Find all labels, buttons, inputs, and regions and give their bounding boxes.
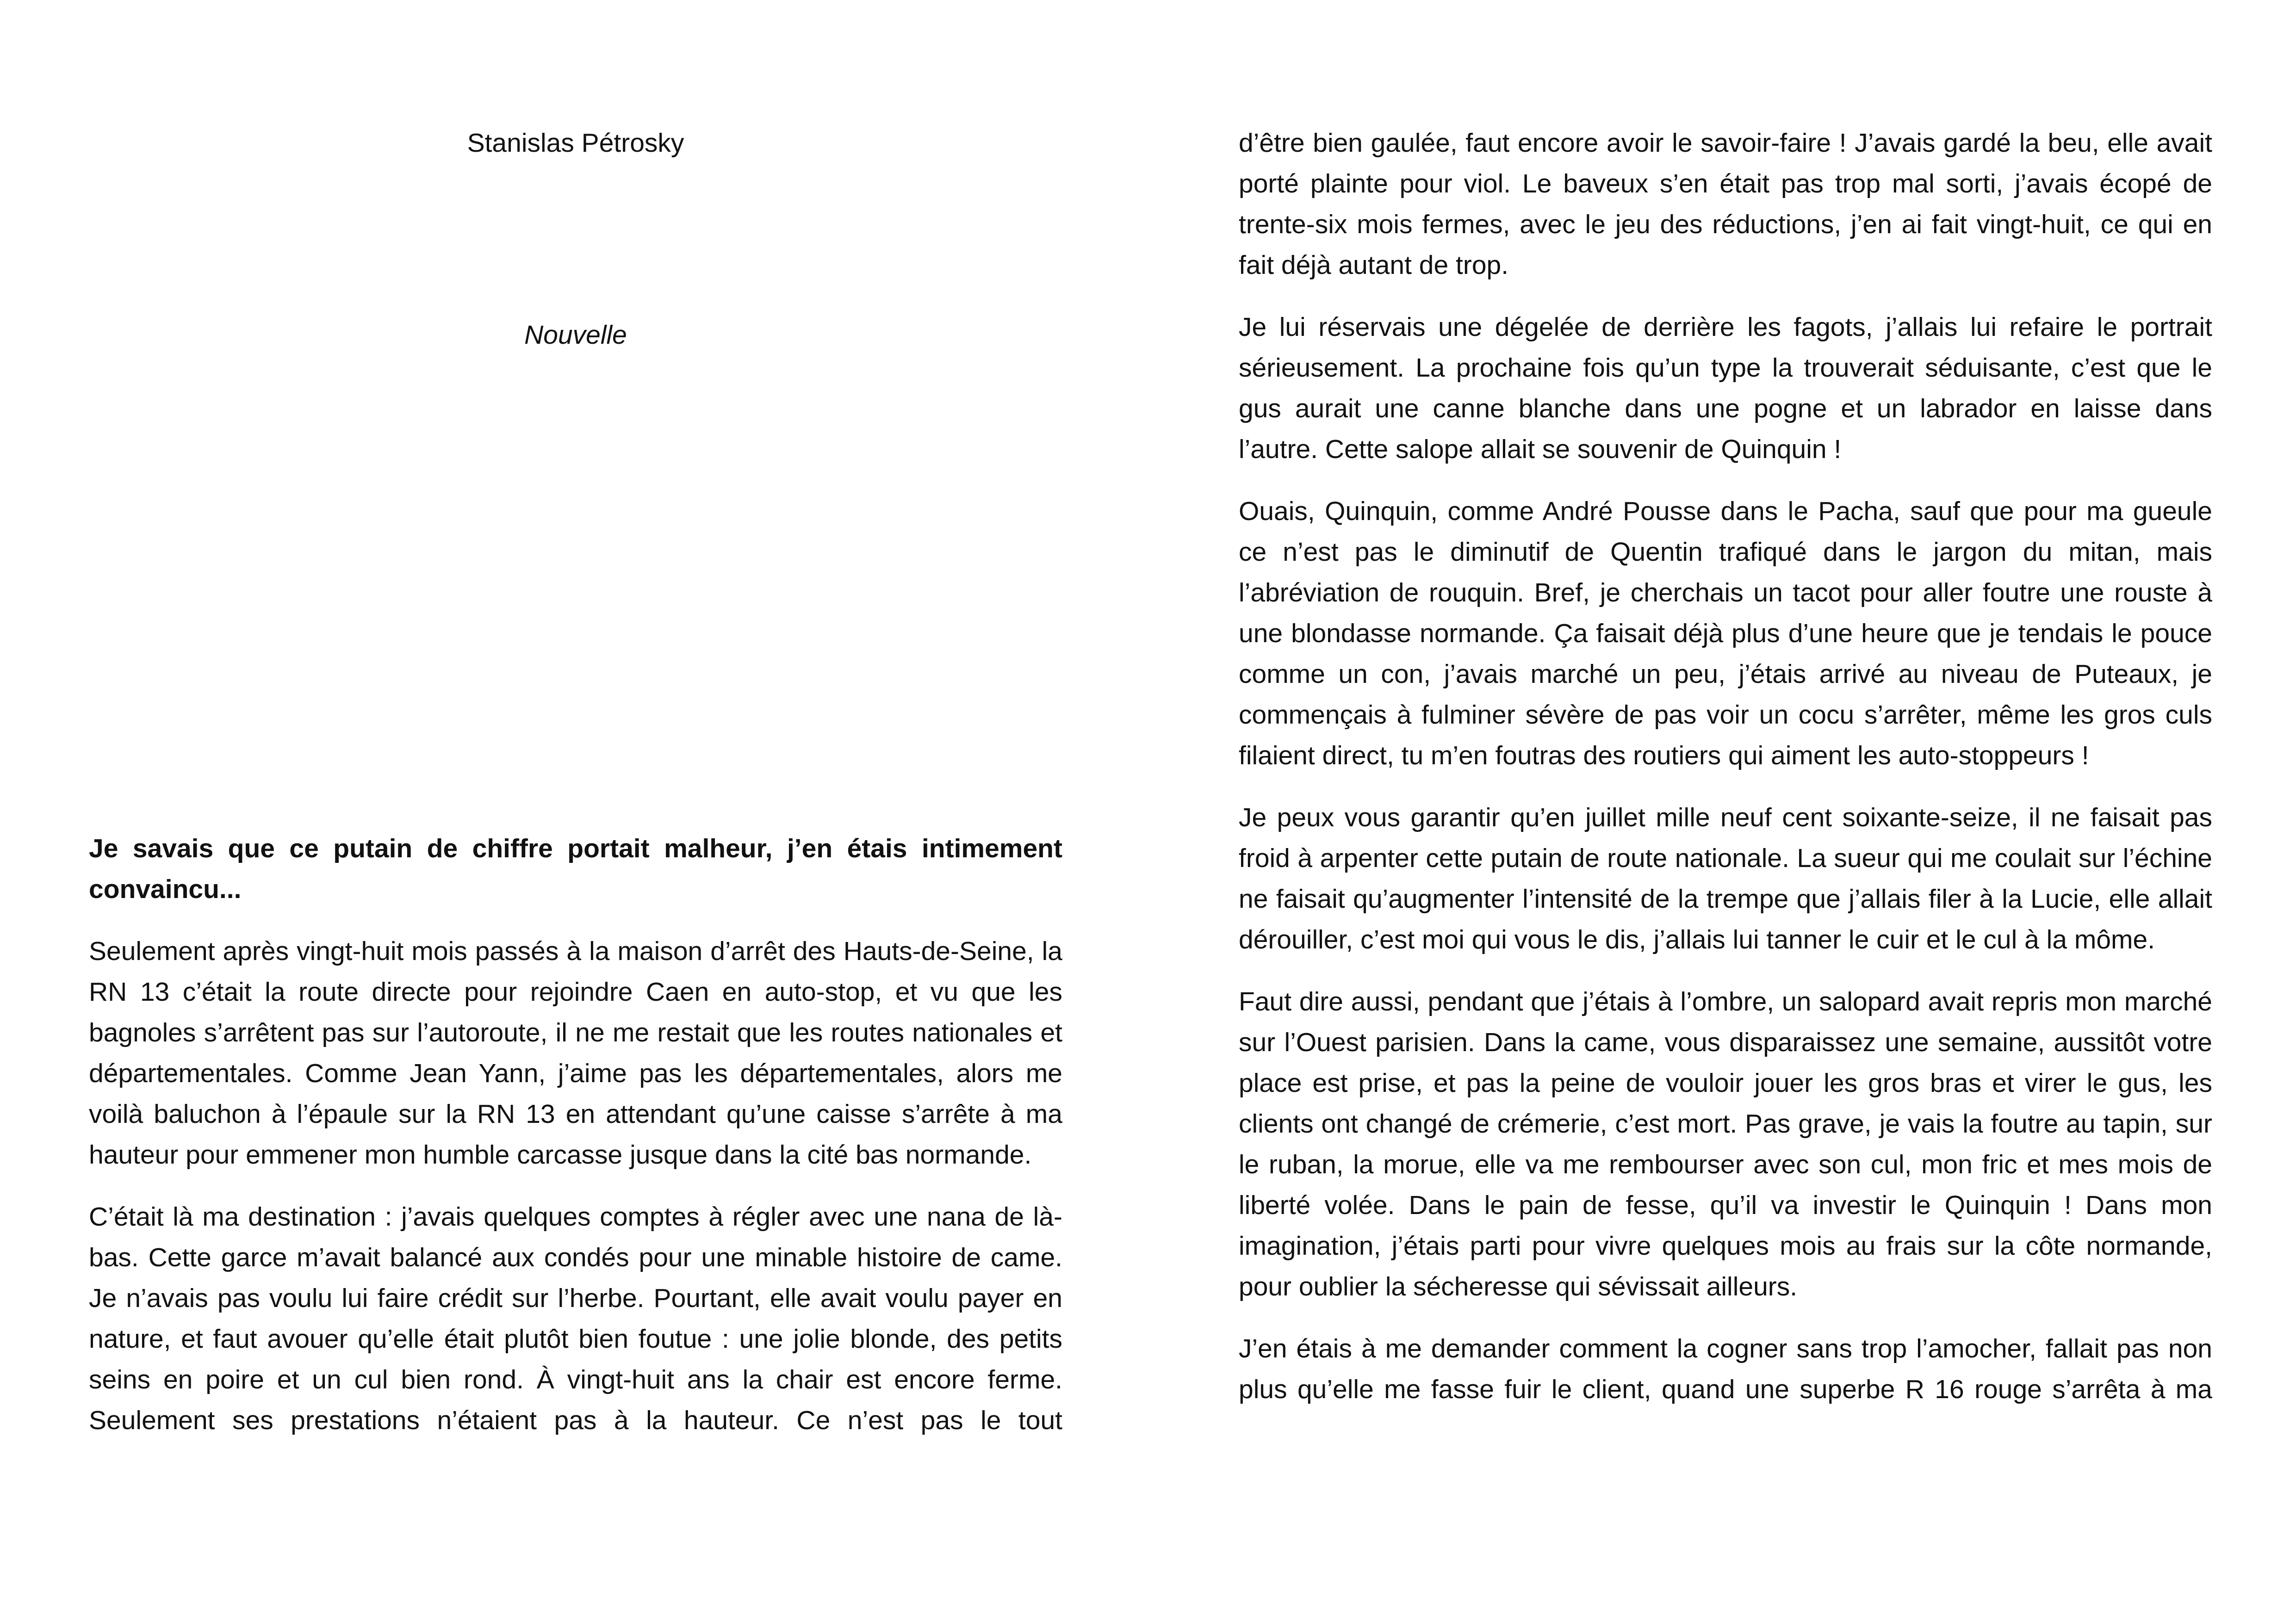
right-text-column: [1239, 123, 2212, 1431]
author-name: Stanislas Pétrosky: [467, 128, 684, 158]
paragraph: Je peux vous garantir qu’en juillet mille neuf cent soixante-seize, il ne faisait pas froid à arpenter cette putain de route nationale. La sueur qui me coulait sur l’échine ne faisait qu’augmenter l’intensité de la trempe que j’allais filer à la Lucie, elle allait dérouiller, c’est moi qui vous le dis, j’allais lui tanner le cuir et le cul à la môme.: [1239, 803, 2212, 954]
right-page: [1148, 0, 2296, 1623]
left-text-column: [89, 828, 1062, 1462]
paragraph: Je lui réservais une dégelée de derrière les fagots, j’allais lui refaire le portrait sérieusement. La prochaine fois qu’un type la trouverait séduisante, c’est que le gus aurait une canne blanche dans une pogne et un labrador en laisse dans l’autre. Cette salope allait se souvenir de Quinquin !: [1239, 312, 2212, 464]
paragraph: Faut dire aussi, pendant que j’étais à l’ombre, un salopard avait repris mon marché sur l’Ouest parisien. Dans la came, vous disparaissez une semaine, aussitôt votre place est prise, et pas la peine de vouloir jouer les gros bras et virer le gus, les clients ont changé de crémerie, c’est mort. Pas grave, je vais la foutre au tapin, sur le ruban, la morue, elle va me rembourser avec son cul, mon fric et mes mois de liberté volée. Dans le pain de fesse, qu’il va investir le Quinquin ! Dans mon imagination, j’étais parti pour vivre quelques mois au frais sur la côte normande, pour oublier la sécheresse qui sévissait ailleurs.: [1239, 987, 2212, 1301]
paragraph: C’était là ma destination : j’avais quelques comptes à régler avec une nana de là-bas. Cette garce m’avait balancé aux condés pour une minable histoire de came. Je n’avais pas voulu lui faire crédit sur l’herbe. Pourtant, elle avait voulu payer en nature, et faut avouer qu’elle était plutôt bien foutue : une jolie blonde, des petits seins en poire et un cul bien rond. À vingt-huit ans la chair est encore ferme. Seulement ses prestations n’étaient pas à la hauteur. Ce n’est pas le tout: [89, 1202, 1062, 1435]
genre-label: Nouvelle: [524, 320, 627, 350]
paragraph: d’être bien gaulée, faut encore avoir le savoir-faire ! J’avais gardé la beu, elle avait porté plainte pour viol. Le baveux s’en était pas trop mal sorti, j’avais écopé de trente-six mois fermes, avec le jeu des réductions, j’en ai fait vingt-huit, ce qui en fait déjà autant de trop.: [1239, 128, 2212, 280]
opening-line: Je savais que ce putain de chiffre portait malheur, j’en étais intimement convaincu...: [89, 834, 1062, 904]
paragraph: J’en étais à me demander comment la cogner sans trop l’amocher, fallait pas non plus qu’elle me fasse fuir le client, quand une superbe R 16 rouge s’arrêta à ma: [1239, 1334, 2212, 1404]
paragraph: Seulement après vingt-huit mois passés à la maison d’arrêt des Hauts-de-Seine, la RN 13 c’était la route directe pour rejoindre Caen en auto-stop, et vu que les bagnoles s’arrêtent pas sur l’autoroute, il ne me restait que les routes nationales et départementales. Comme Jean Yann, j’aime pas les départementales, alors me voilà baluchon à l’épaule sur la RN 13 en attendant qu’une caisse s’arrête à ma hauteur pour emmener mon humble carcasse jusque dans la cité bas normande.: [89, 936, 1062, 1170]
paragraph: Ouais, Quinquin, comme André Pousse dans le Pacha, sauf que pour ma gueule ce n’est pas le diminutif de Quentin trafiqué dans le jargon du mitan, mais l’abréviation de rouquin. Bref, je cherchais un tacot pour aller foutre une rouste à une blondasse normande. Ça faisait déjà plus d’une heure que je tendais le pouce comme un con, j’avais marché un peu, j’étais arrivé au niveau de Puteaux, je commençais à fulminer sévère de pas voir un cocu s’arrêter, même les gros culs filaient direct, tu m’en foutras des routiers qui aiment les auto-stoppeurs !: [1239, 496, 2212, 770]
